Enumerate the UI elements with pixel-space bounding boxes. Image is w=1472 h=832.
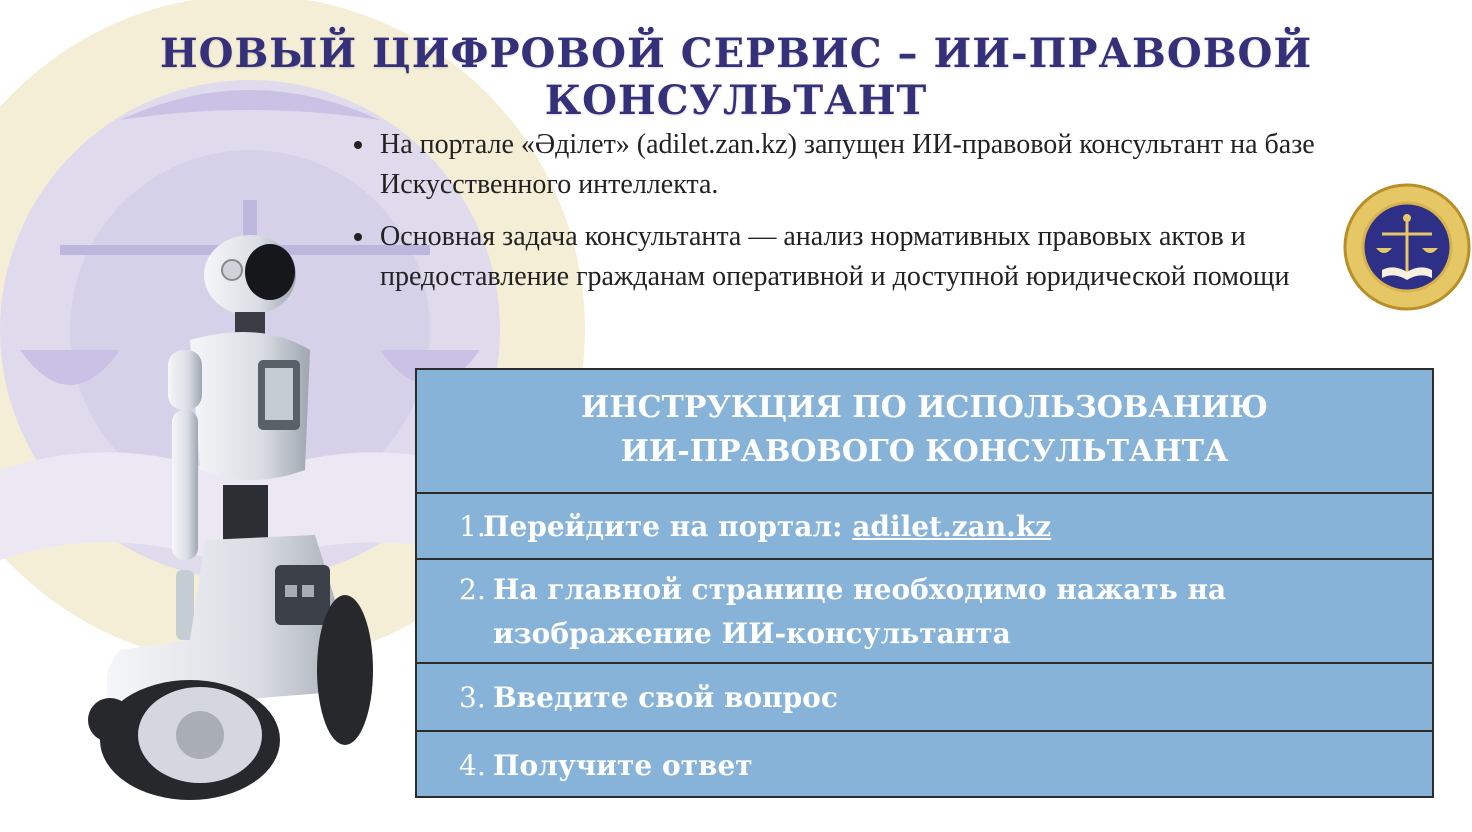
instruction-step-1 [417, 494, 1432, 560]
bullet-item [350, 125, 1350, 205]
step-number: 1. [459, 510, 486, 543]
bullet-item [350, 217, 1350, 297]
bullet-list [350, 125, 1350, 309]
step-number: 3. [459, 681, 486, 714]
step-number: 4. [459, 749, 486, 782]
instructions-table [415, 368, 1434, 798]
portal-link[interactable]: adilet.zan.kz [852, 510, 1052, 543]
step-text-continued: изображение ИИ-консультанта [493, 617, 1011, 650]
bullet-dot [354, 141, 362, 149]
step-text: Введите свой вопрос [493, 681, 838, 714]
instructions-heading-line1: ИНСТРУКЦИЯ ПО ИСПОЛЬЗОВАНИЮ [580, 390, 1269, 425]
step-number: 2. [459, 573, 486, 606]
bullet-text: На портале «Әділет» (adilet.zan.kz) запущен ИИ-правовой консультант на базе Искусственного интеллекта. [380, 129, 1315, 200]
page-title: НОВЫЙ ЦИФРОВОЙ СЕРВИС – ИИ-ПРАВОВОЙ КОНСУЛЬТАНТ [159, 30, 1313, 124]
instruction-step-2 [417, 560, 1432, 664]
step-text: Получите ответ [493, 749, 753, 782]
instructions-heading [417, 370, 1432, 494]
instruction-step-4 [417, 732, 1432, 798]
robot-illustration [80, 230, 400, 800]
instructions-heading-line2: ИИ-ПРАВОВОГО КОНСУЛЬТАНТА [620, 434, 1229, 469]
ministry-seal-logo [1342, 182, 1472, 312]
instruction-step-3 [417, 664, 1432, 732]
step-text: Перейдите на портал: [483, 510, 853, 543]
bullet-text: Основная задача консультанта — анализ нормативных правовых актов и предоставление гражданам оперативной и доступной юридической помощи [380, 221, 1290, 292]
step-text: На главной странице необходимо нажать на [493, 573, 1227, 606]
